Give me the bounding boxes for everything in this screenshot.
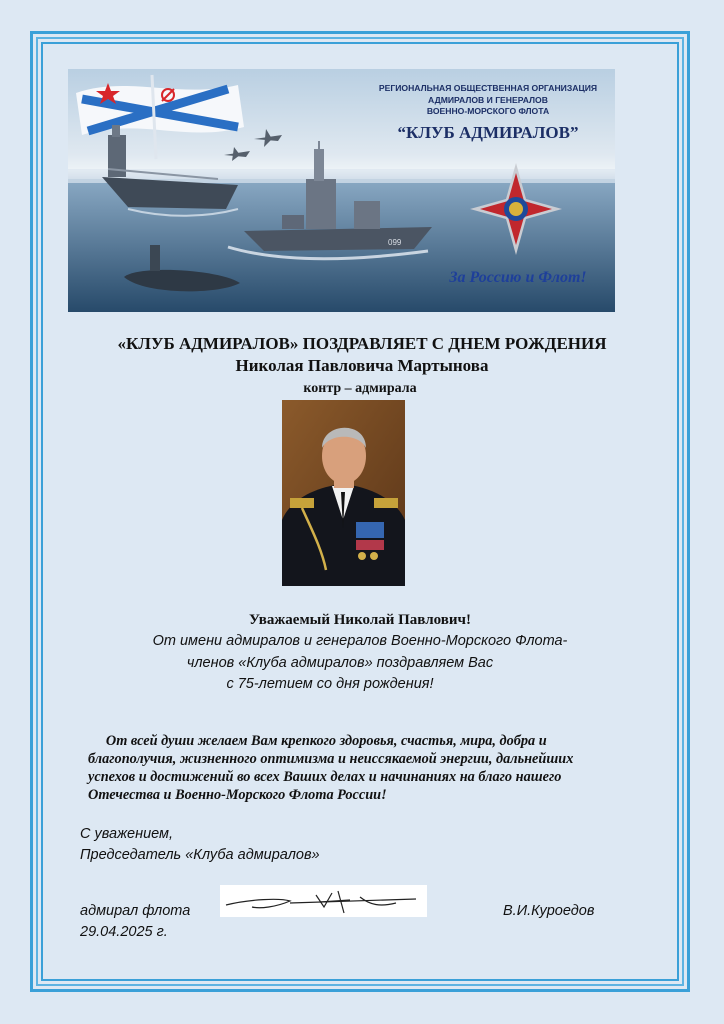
motto: За Россию и Флот! xyxy=(449,269,587,286)
wishes-line: успехов и достижений во всех Ваших делах и начинаниях на благо нашего xyxy=(88,769,562,785)
club-name: “КЛУБ АДМИРАЛОВ” xyxy=(397,123,579,142)
wishes-line: Отечества и Военно-Морского Флота России! xyxy=(88,787,387,803)
honoree-rank: контр – адмирала xyxy=(303,381,417,396)
handwritten-signature xyxy=(220,885,427,917)
org-line: АДМИРАЛОВ И ГЕНЕРАЛОВ xyxy=(428,94,548,105)
anniversary-line: с 75-летием со дня рождения! xyxy=(226,676,434,692)
honoree-name: Николая Павловича Мартынова xyxy=(235,356,489,375)
wishes-paragraph xyxy=(88,732,618,804)
org-line: РЕГИОНАЛЬНАЯ ОБЩЕСТВЕННАЯ ОРГАНИЗАЦИЯ xyxy=(378,83,598,93)
greeting: Уважаемый Николай Павлович! xyxy=(249,612,471,628)
organization-name xyxy=(368,83,608,118)
regards: С уважением, xyxy=(80,826,174,842)
hull-number: 099 xyxy=(388,238,402,247)
org-line: ВОЕННО-МОРСКОГО ФЛОТА xyxy=(426,106,550,116)
signer-rank: адмирал флота xyxy=(80,903,191,919)
letter-line: членов «Клуба адмиралов» поздравляем Вас xyxy=(186,655,494,671)
wishes-line: От всей души желаем Вам крепкого здоровья, счастья, мира, добра и xyxy=(88,733,547,749)
letter-line: От имени адмиралов и генералов Военно-Морского Флота- xyxy=(152,633,568,649)
wishes-line: благополучия, жизненного оптимизма и неиссякаемой энергии, дальнейших xyxy=(88,751,574,767)
letter-date: 29.04.2025 г. xyxy=(80,924,168,940)
chairman-title: Председатель «Клуба адмиралов» xyxy=(80,847,320,863)
headline: «КЛУБ АДМИРАЛОВ» ПОЗДРАВЛЯЕТ С ДНЕМ РОЖДЕНИЯ xyxy=(117,334,607,353)
signer-name: В.И.Куроедов xyxy=(503,903,595,919)
club-banner-image xyxy=(68,69,615,312)
honoree-portrait xyxy=(282,400,405,586)
